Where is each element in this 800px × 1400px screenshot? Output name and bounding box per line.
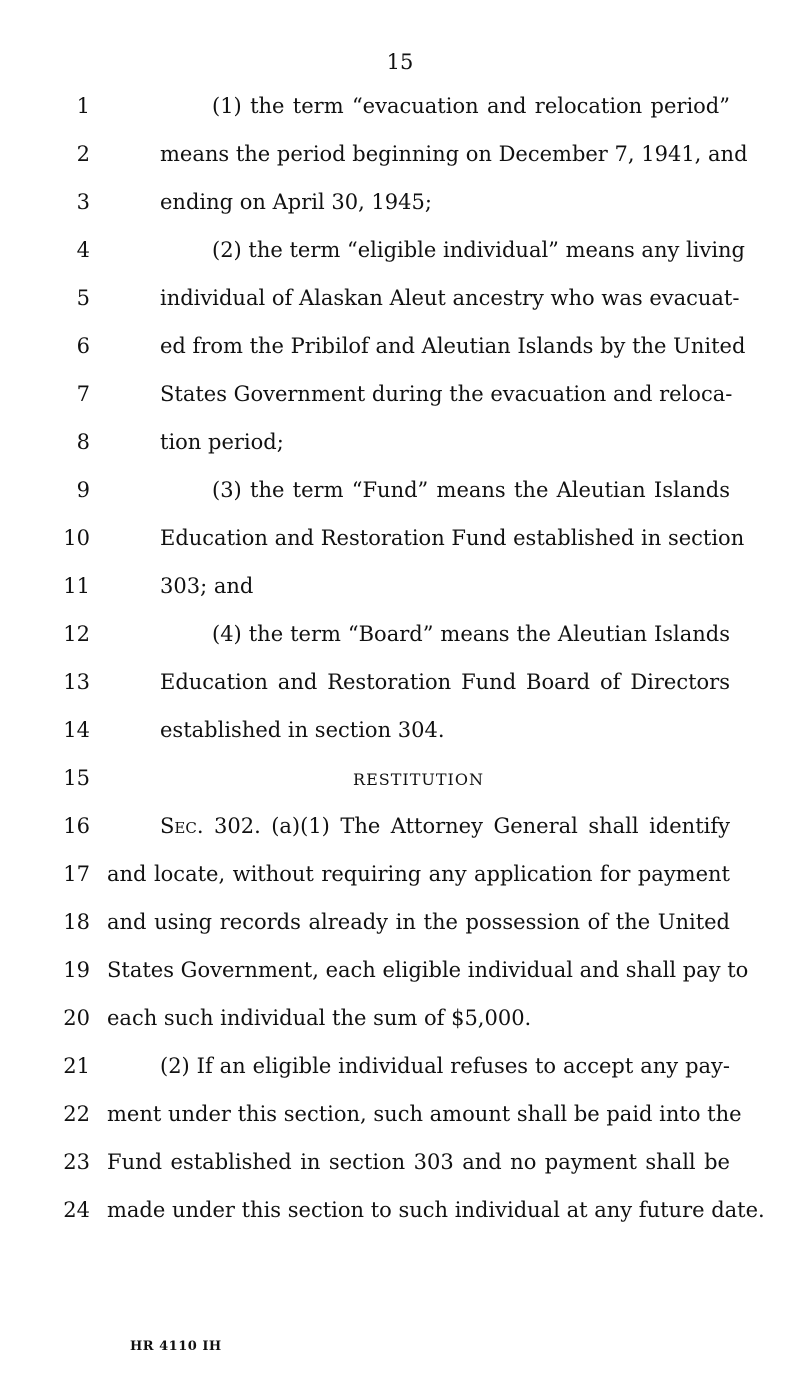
line-text: individual of Alaskan Aleut ancestry who was evacuat- [160,286,740,310]
line-number: 13 [63,670,90,694]
text-line [0,899,800,947]
text-line [0,323,800,371]
line-text: each such individual the sum of $5,000. [107,1006,532,1030]
text-line [0,131,800,179]
line-number: 20 [63,1006,90,1030]
text-line [0,419,800,467]
line-number: 4 [76,238,90,262]
line-text: ment under this section, such amount shall be paid into the [107,1102,742,1126]
text-line [0,515,800,563]
line-number: 22 [63,1102,90,1126]
text-line [0,563,800,611]
text-line [0,611,800,659]
section-prefix: Sec. [160,814,204,838]
line-text: Fund established in section 303 and no payment shall be [107,1150,730,1174]
line-text: means the period beginning on December 7, 1941, and [160,142,748,166]
line-text: established in section 304. [160,718,445,742]
line-text: States Government, each eligible individual and shall pay to [107,958,749,982]
text-line [0,659,800,707]
line-text: Education and Restoration Fund Board of Directors [160,670,730,694]
line-number: 19 [63,958,90,982]
line-text: (4) the term “Board” means the Aleutian Islands [212,622,730,646]
line-number: 3 [76,190,90,214]
line-number: 12 [63,622,90,646]
text-line [0,227,800,275]
text-line [0,995,800,1043]
text-line [0,467,800,515]
line-number: 10 [63,526,90,550]
line-number: 9 [76,478,90,502]
text-line [0,179,800,227]
text-line [0,275,800,323]
line-number: 2 [76,142,90,166]
line-number: 17 [63,862,90,886]
line-text: ed from the Pribilof and Aleutian Islands by the United [160,334,746,358]
line-number: 11 [63,574,90,598]
text-line [0,1091,800,1139]
text-line [0,1043,800,1091]
line-text-body: 302. (a)(1) The Attorney General shall identify [213,814,730,838]
line-text: ending on April 30, 1945; [160,190,432,214]
line-text: Education and Restoration Fund established in section [160,526,745,550]
line-text: tion period; [160,430,284,454]
section-heading-line [0,755,800,803]
line-text: made under this section to such individual at any future date. [107,1198,765,1222]
page-number: 15 [386,50,414,74]
text-line [0,371,800,419]
text-line [0,1139,800,1187]
line-number: 7 [76,382,90,406]
line-number: 15 [63,766,90,790]
line-text [160,811,730,841]
bill-text [0,83,800,1235]
line-text: States Government during the evacuation and reloca- [160,382,733,406]
line-number: 16 [63,814,90,838]
line-number: 6 [76,334,90,358]
line-text: (2) If an eligible individual refuses to accept any pay- [160,1054,730,1078]
text-line [0,707,800,755]
line-text: and using records already in the possession of the United [107,910,730,934]
line-number: 18 [63,910,90,934]
line-number: 1 [76,94,90,118]
bill-identifier-footer: HR 4110 IH [130,1339,222,1354]
text-line [0,83,800,131]
line-text: (2) the term “eligible individual” means any living [212,238,745,262]
line-number: 5 [76,286,90,310]
line-number: 14 [63,718,90,742]
line-number: 8 [76,430,90,454]
line-text: (1) the term “evacuation and relocation period” [212,94,730,118]
section-heading: RESTITUTION [353,770,484,789]
line-text: and locate, without requiring any application for payment [107,862,730,886]
line-text: (3) the term “Fund” means the Aleutian Islands [212,478,730,502]
text-line [0,1187,800,1235]
text-line [0,803,800,851]
line-number: 23 [63,1150,90,1174]
text-line [0,851,800,899]
text-line [0,947,800,995]
line-number: 21 [63,1054,90,1078]
line-text: 303; and [160,574,254,598]
line-number: 24 [63,1198,90,1222]
